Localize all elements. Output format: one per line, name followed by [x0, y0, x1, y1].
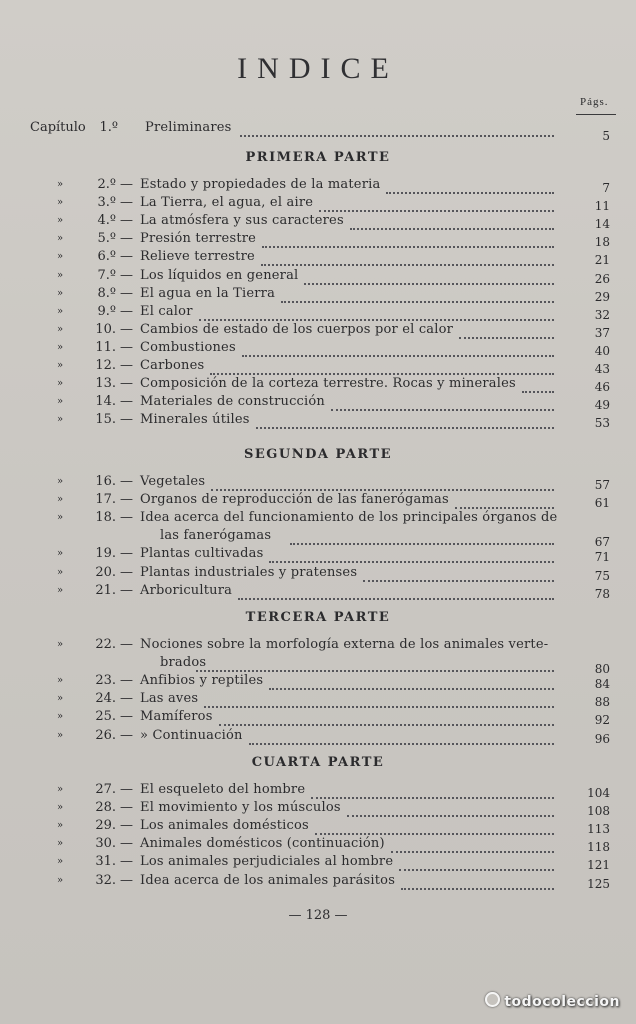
- leader-dots: [347, 803, 554, 817]
- toc-entry: [0, 357, 636, 375]
- chapter-number: 20.: [95, 564, 116, 580]
- chapter-title-continuation: brados: [160, 655, 207, 671]
- ditto-mark: »: [57, 396, 64, 408]
- em-dash: —: [120, 358, 134, 373]
- chapter-title: Relieve terrestre: [140, 249, 255, 265]
- chapter-number: 7.º: [97, 267, 116, 283]
- chapter-title: Vegetales: [140, 474, 206, 489]
- page-number: 49: [594, 398, 610, 413]
- leader-dots: [238, 586, 554, 600]
- page-number: 46: [594, 380, 610, 395]
- page-number: 61: [594, 496, 610, 511]
- chapter-number: 24.: [95, 691, 116, 707]
- leader-dots: [281, 289, 554, 303]
- leader-dots: [269, 549, 554, 563]
- chapter-title: Materiales de construcción: [140, 394, 325, 410]
- ditto-mark: »: [57, 838, 64, 850]
- em-dash: —: [120, 177, 134, 192]
- toc-entry: [0, 491, 636, 509]
- toc-entry: [0, 853, 636, 871]
- chapter-title: Mamíferos: [140, 709, 213, 725]
- chapter-number: 17.: [95, 492, 116, 508]
- page-number: 5: [602, 129, 610, 143]
- chapter-number: 9.º: [97, 303, 116, 319]
- toc-entry: [0, 672, 636, 690]
- em-dash: —: [120, 339, 134, 355]
- chapter-number: 8.º: [97, 285, 116, 301]
- em-dash: —: [120, 546, 134, 562]
- page-number: 67: [594, 535, 610, 550]
- chapter-title: Plantas cultivadas: [140, 546, 264, 562]
- page-number: 53: [594, 416, 610, 431]
- em-dash: —: [120, 727, 134, 743]
- chapter-number: 28.: [95, 800, 116, 816]
- ditto-mark: »: [57, 639, 64, 650]
- toc-entry: [0, 545, 636, 563]
- toc-entry: [0, 303, 636, 321]
- ditto-mark: »: [57, 305, 64, 317]
- leader-dots: [261, 252, 554, 266]
- chapter-title: Estado y propiedades de la materia: [140, 177, 381, 192]
- chapter-title: Composición de la corteza terrestre. Rocas y minerales: [140, 376, 516, 392]
- page-number: 78: [594, 586, 610, 601]
- page-number: 37: [594, 325, 610, 340]
- chapter-number: 12.: [95, 358, 116, 373]
- toc-entry: [0, 564, 636, 582]
- ditto-mark: »: [57, 729, 64, 741]
- ditto-mark: »: [57, 856, 64, 868]
- leader-dots: [459, 325, 554, 339]
- toc-entry: [0, 411, 636, 429]
- chapter-title: Plantas industriales y pratenses: [140, 564, 358, 580]
- page-number: 88: [594, 695, 610, 710]
- page-number: 121: [587, 858, 610, 873]
- ditto-mark: »: [57, 711, 64, 723]
- toc-entry: [0, 339, 636, 357]
- chapter-number: 25.: [95, 709, 116, 725]
- em-dash: —: [120, 800, 134, 816]
- leader-dots: [290, 531, 554, 545]
- toc-entry: [0, 727, 636, 745]
- ditto-mark: »: [57, 378, 64, 390]
- ditto-mark: »: [57, 675, 64, 687]
- leader-dots: [455, 495, 554, 509]
- ditto-mark: »: [57, 802, 64, 814]
- ditto-mark: »: [57, 197, 64, 209]
- toc-entry-continuation: [0, 527, 636, 550]
- chapter-number: 5.º: [97, 231, 116, 247]
- toc-entry: [0, 393, 636, 411]
- leader-dots: [219, 712, 554, 726]
- em-dash: —: [120, 709, 134, 725]
- em-dash: —: [120, 836, 134, 852]
- chapter-number: 32.: [95, 872, 116, 888]
- toc-entry: [0, 781, 636, 799]
- em-dash: —: [120, 637, 134, 652]
- em-dash: —: [120, 213, 134, 229]
- ditto-mark: »: [57, 476, 64, 487]
- toc-entry: [0, 321, 636, 339]
- ditto-mark: »: [57, 566, 64, 578]
- em-dash: —: [120, 412, 134, 428]
- page-number: 18: [594, 235, 610, 250]
- page-number: 104: [587, 786, 610, 800]
- chapter-number: 18.: [95, 510, 116, 526]
- em-dash: —: [120, 564, 134, 580]
- ditto-mark: »: [57, 512, 64, 524]
- em-dash: —: [120, 818, 134, 834]
- chapter-number: 22.: [95, 637, 116, 652]
- ditto-mark: »: [57, 215, 64, 227]
- chapter-title: El agua en la Tierra: [140, 285, 276, 301]
- toc-entry: [0, 509, 636, 527]
- page-number: 92: [594, 713, 610, 728]
- leader-dots: [522, 379, 554, 393]
- page-number: 96: [594, 731, 610, 746]
- ditto-mark: »: [57, 323, 64, 335]
- em-dash: —: [120, 285, 134, 301]
- chapter-title: Anfibios y reptiles: [140, 673, 264, 689]
- page-number: 32: [594, 307, 610, 322]
- toc-entry: [0, 708, 636, 726]
- page-number: 21: [594, 253, 610, 268]
- em-dash: —: [120, 872, 134, 888]
- chapter-number: 19.: [95, 546, 116, 562]
- chapter-title: Los animales domésticos: [140, 818, 309, 834]
- ditto-mark: »: [57, 820, 64, 832]
- leader-dots: [269, 676, 554, 690]
- em-dash: —: [120, 376, 134, 392]
- chapter-number: 6.º: [97, 249, 116, 265]
- em-dash: —: [120, 195, 134, 211]
- page-number: 125: [587, 876, 610, 891]
- pages-column-label: Págs.: [580, 96, 609, 108]
- em-dash: —: [120, 492, 134, 508]
- chapter-number: 29.: [95, 818, 116, 834]
- chapter-title: Las aves: [140, 691, 199, 707]
- ditto-mark: »: [57, 341, 64, 353]
- chapter-title: Carbones: [140, 358, 205, 373]
- leader-dots: [204, 694, 554, 708]
- watermark-text: todocoleccion: [504, 994, 620, 1010]
- page-number: 75: [594, 568, 610, 583]
- leader-dots: [256, 415, 554, 429]
- ditto-mark: »: [57, 874, 64, 886]
- toc-entry-preliminary: [0, 119, 636, 143]
- leader-dots: [363, 568, 554, 582]
- chapter-title: Arboricultura: [140, 582, 233, 598]
- page-number: 29: [594, 289, 610, 304]
- ditto-mark: »: [57, 233, 64, 245]
- em-dash: —: [120, 321, 134, 337]
- em-dash: —: [120, 582, 134, 598]
- leader-dots: [249, 731, 554, 745]
- ditto-mark: »: [57, 548, 64, 560]
- chapter-number: 26.: [95, 727, 116, 743]
- chapter-number: 3.º: [97, 195, 116, 211]
- chapter-title: Minerales útiles: [140, 412, 250, 428]
- chapter-title: El movimiento y los músculos: [140, 800, 341, 816]
- watermark-logo-icon: [485, 992, 500, 1007]
- ditto-mark: »: [57, 414, 64, 426]
- chapter-title: » Continuación: [140, 727, 243, 743]
- chapter-number: 23.: [95, 673, 116, 689]
- page-number: 57: [594, 478, 610, 492]
- leader-dots: [242, 343, 554, 357]
- toc-entry: [0, 375, 636, 393]
- page-number: 26: [594, 271, 610, 286]
- chapter-title: El esqueleto del hombre: [140, 782, 306, 797]
- leader-dots: [331, 397, 554, 411]
- chapter-title: La Tierra, el agua, el aire: [140, 195, 314, 211]
- chapter-title: Idea acerca del funcionamiento de los principales órganos de: [140, 510, 558, 526]
- chapter-title: Organos de reproducción de las fanerógamas: [140, 492, 449, 508]
- leader-dots: [199, 307, 554, 321]
- leader-dots: [350, 216, 554, 230]
- chapter-number: 27.: [95, 782, 116, 797]
- ditto-mark: »: [57, 693, 64, 705]
- chapter-number: 21.: [95, 582, 116, 598]
- toc-entry: [0, 799, 636, 817]
- section-heading: CUARTA PARTE: [251, 755, 385, 770]
- toc-entry: [0, 817, 636, 835]
- leader-dots: [262, 234, 554, 248]
- chapter-title: La atmósfera y sus caracteres: [140, 213, 344, 229]
- em-dash: —: [120, 249, 134, 265]
- em-dash: —: [120, 854, 134, 870]
- leader-dots: [196, 658, 554, 672]
- ditto-mark: »: [57, 494, 64, 506]
- ditto-mark: »: [57, 269, 64, 281]
- leader-dots: [399, 857, 554, 871]
- ditto-mark: »: [57, 784, 64, 795]
- chapter-title: Los animales perjudiciales al hombre: [140, 854, 394, 870]
- em-dash: —: [120, 474, 134, 489]
- chapter-number: 14.: [95, 394, 116, 410]
- leader-dots: [386, 180, 554, 194]
- toc-entry: [0, 176, 636, 194]
- leader-dots: [211, 477, 554, 491]
- toc-entry: [0, 248, 636, 266]
- section-heading: SEGUNDA PARTE: [243, 447, 393, 462]
- leader-dots: [391, 839, 554, 853]
- page-number: 113: [587, 822, 610, 837]
- toc-entry: [0, 636, 636, 654]
- em-dash: —: [120, 267, 134, 283]
- em-dash: —: [120, 673, 134, 689]
- ditto-mark: »: [57, 179, 64, 190]
- chapter-number: 13.: [95, 376, 116, 392]
- toc-entry: [0, 473, 636, 491]
- chapter-number: 31.: [95, 854, 116, 870]
- toc-entry: [0, 212, 636, 230]
- em-dash: —: [120, 510, 134, 526]
- toc-entry: [0, 194, 636, 212]
- chapter-number: 4.º: [97, 213, 116, 229]
- em-dash: —: [120, 394, 134, 410]
- leader-dots: [401, 876, 554, 890]
- toc-entry-continuation: [0, 654, 636, 677]
- chapter-title: Animales domésticos (continuación): [140, 836, 385, 852]
- page-number: 11: [594, 199, 610, 214]
- leader-dots: [315, 821, 554, 835]
- ditto-mark: »: [57, 251, 64, 263]
- watermark: [485, 992, 620, 1010]
- em-dash: —: [120, 691, 134, 707]
- page-number: 14: [594, 217, 610, 232]
- em-dash: —: [120, 231, 134, 247]
- toc-entry: [0, 835, 636, 853]
- page-number: 118: [587, 840, 610, 855]
- chapter-title: Idea acerca de los animales parásitos: [140, 872, 396, 888]
- chapter-label: Capítulo: [30, 120, 86, 135]
- em-dash: —: [120, 782, 134, 797]
- leader-dots: [240, 123, 554, 137]
- section-heading: TERCERA PARTE: [245, 610, 391, 625]
- toc-entry: [0, 230, 636, 248]
- page-folio: — 128 —: [288, 908, 348, 923]
- chapter-title-continuation: las fanerógamas: [160, 528, 272, 544]
- toc-entry: [0, 690, 636, 708]
- chapter-title: Nociones sobre la morfología externa de los animales verte-: [140, 637, 549, 652]
- pages-column-rule: [576, 114, 616, 115]
- toc-entry: [0, 582, 636, 600]
- chapter-title: Cambios de estado de los cuerpos por el calor: [140, 321, 454, 337]
- ditto-mark: »: [57, 287, 64, 299]
- chapter-number: 10.: [95, 321, 116, 337]
- page-number: 84: [594, 677, 610, 692]
- em-dash: —: [120, 303, 134, 319]
- chapter-title: Combustiones: [140, 339, 236, 355]
- ditto-mark: »: [57, 584, 64, 596]
- chapter-number: 11.: [95, 339, 116, 355]
- leader-dots: [304, 271, 554, 285]
- page-number: 71: [594, 550, 610, 565]
- leader-dots: [311, 785, 554, 799]
- chapter-number: 1.º: [99, 120, 118, 135]
- chapter-number: 2.º: [97, 177, 116, 192]
- ditto-mark: »: [57, 360, 64, 371]
- toc-entry: [0, 872, 636, 890]
- page-number: 108: [587, 804, 610, 819]
- page-number: 80: [594, 662, 610, 677]
- chapter-number: 15.: [95, 412, 116, 428]
- page-number: 43: [594, 362, 610, 376]
- chapter-title: Presión terrestre: [140, 231, 257, 247]
- page-number: 7: [602, 181, 610, 195]
- chapter-title: Preliminares: [145, 120, 232, 135]
- chapter-title: El calor: [140, 303, 193, 319]
- chapter-number: 16.: [95, 474, 116, 489]
- toc-entry: [0, 285, 636, 303]
- page-number: 40: [594, 343, 610, 358]
- toc-entry: [0, 267, 636, 285]
- chapter-number: 30.: [95, 836, 116, 852]
- page-title: INDICE: [237, 52, 399, 85]
- leader-dots: [210, 361, 554, 375]
- leader-dots: [319, 198, 554, 212]
- section-heading: PRIMERA PARTE: [245, 150, 391, 165]
- chapter-title: Los líquidos en general: [140, 267, 299, 283]
